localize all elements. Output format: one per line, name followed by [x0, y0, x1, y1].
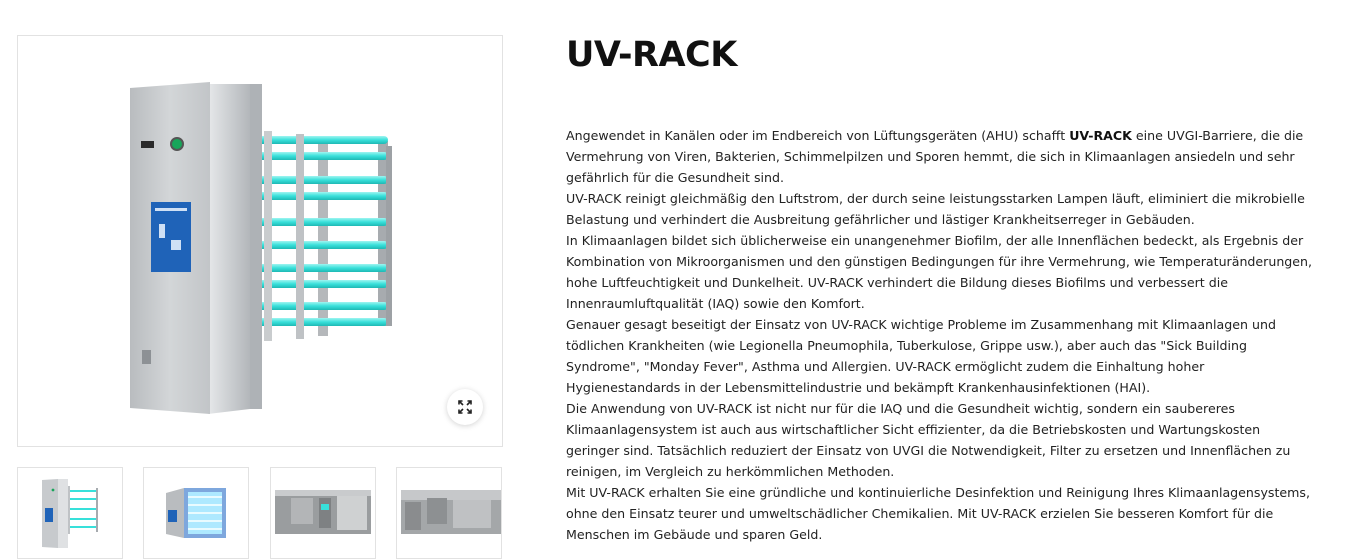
uv-rack-device-image: [18, 36, 502, 446]
product-description: [566, 125, 1314, 545]
thumbnail-3[interactable]: [270, 467, 376, 559]
description-paragraph-6: Mit UV-RACK erhalten Sie eine gründliche und kontinuierliche Desinfektion und Reinigung Ihres Klimaanlagensystems, ohne den Einsatz teurer und umweltschädlicher Chemikalien. Mit UV-RACK erzielen Sie besseren Komfort für die Menschen im Gebäude und sparen Geld.: [566, 485, 1310, 542]
product-name-emphasis: UV-RACK: [1069, 128, 1132, 143]
thumbnail-strip: [17, 467, 503, 547]
description-paragraph-3: In Klimaanlagen bildet sich üblicherweise ein unangenehmer Biofilm, der alle Innenflächen bedeckt, als Ergebnis der Kombination von Mikroorganismen und den günstigen Bedingungen für ihre Vermehrung, wie Temperaturänderungen, hohe Luftfeuchtigkeit und Dunkelheit. UV-RACK verhindert die Bildung dieses Biofilms und verbessert die Innenraumluftqualität (IAQ) sowie den Komfort.: [566, 233, 1313, 311]
description-paragraph-5: Die Anwendung von UV-RACK ist nicht nur für die IAQ und die Gesundheit wichtig, sondern ein saubereres Klimaanlagensystem ist auch aus wirtschaftlicher Sicht effizienter, da die Betriebskosten und Wartungskosten geringer sind. Tatsächlich reduziert der Einsatz von UVGI die Notwendigkeit, Filter zu ersetzen und Innenflächen zu reinigen, im Vergleich zu herkömmlichen Methoden.: [566, 401, 1291, 479]
thumbnail-2[interactable]: [143, 467, 249, 559]
thumbnail-4[interactable]: [396, 467, 502, 559]
main-product-image[interactable]: [17, 35, 503, 447]
product-title: UV-RACK: [566, 35, 737, 75]
thumbnail-1[interactable]: [17, 467, 123, 559]
description-paragraph-2: UV-RACK reinigt gleichmäßig den Luftstrom, der durch seine leistungsstarken Lampen läuft, eliminiert die mikrobielle Belastung und verhindert die Ausbreitung gefährlicher und lästiger Krankheitserreger in Gebäuden.: [566, 191, 1305, 227]
zoom-button[interactable]: [447, 389, 483, 425]
description-paragraph-4: Genauer gesagt beseitigt der Einsatz von UV-RACK wichtige Probleme im Zusammenhang mit Klimaanlagen und tödlichen Krankheiten (wie Legionella Pneumophila, Tuberkulose, Grippe usw.), aber auch das "Sick Building Syndrome", "Monday Fever", Asthma und Allergien. UV-RACK ermöglicht zudem die Einhaltung hoher Hygienestandards in der Lebensmittelindustrie und bekämpft Krankenhausinfektionen (HAI).: [566, 317, 1276, 395]
expand-icon: [457, 399, 473, 415]
description-paragraph-1: Angewendet in Kanälen oder im Endbereich von Lüftungsgeräten (AHU) schafft UV-RACK eine UVGI-Barriere, die die Vermehrung von Viren, Bakterien, Schimmelpilzen und Sporen hemmt, die sich in Klimaanlagen ansiedeln und sehr gefährlich für die Gesundheit sind.: [566, 128, 1304, 185]
product-details: [566, 30, 1316, 542]
